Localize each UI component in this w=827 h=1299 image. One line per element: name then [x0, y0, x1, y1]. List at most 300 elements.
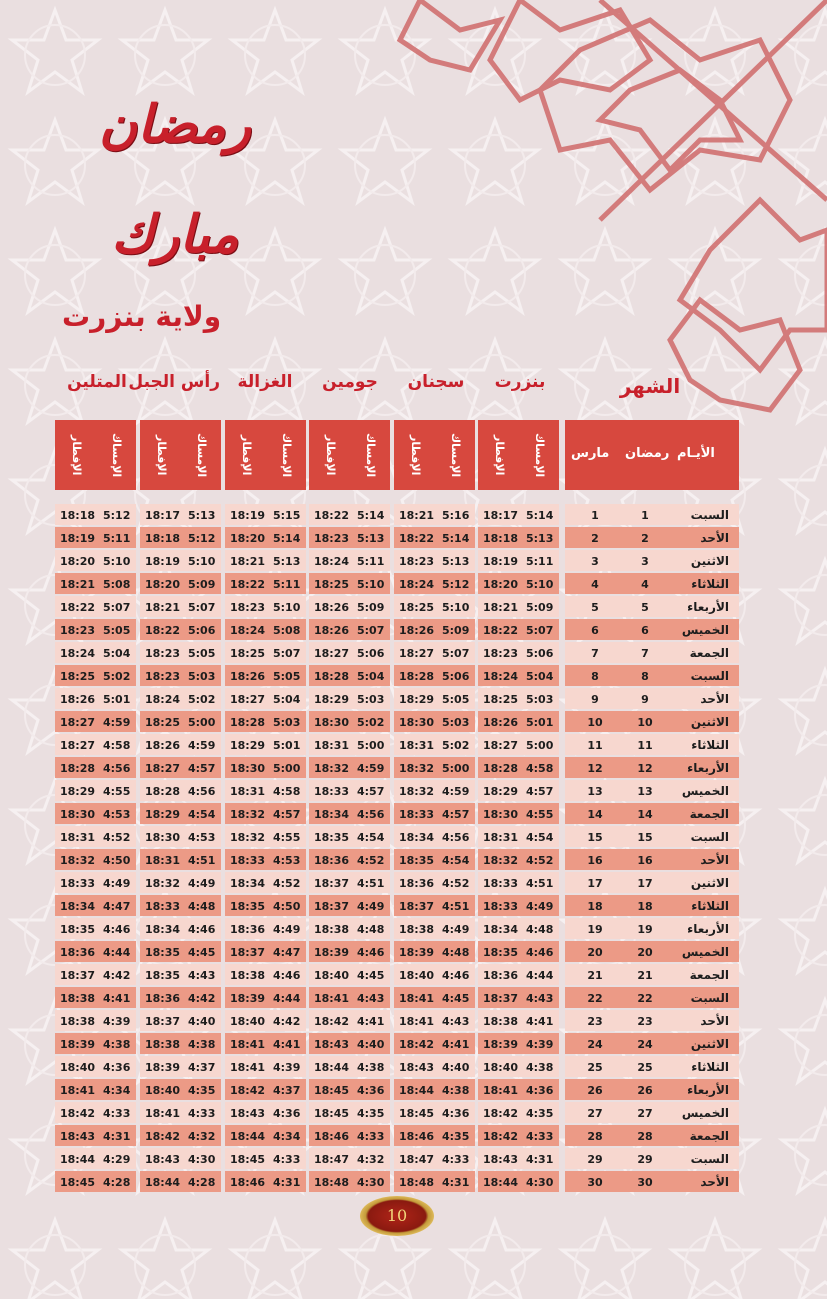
march-day: 16	[587, 854, 603, 867]
weekday-name: الخميس	[681, 1106, 729, 1120]
imsak-time: 5:00	[273, 762, 301, 775]
iftar-time: 18:31	[314, 739, 350, 752]
march-day: 25	[587, 1061, 603, 1074]
imsak-time: 4:38	[442, 1084, 470, 1097]
iftar-time: 18:41	[60, 1084, 96, 1097]
march-day: 29	[587, 1153, 603, 1166]
iftar-time: 18:22	[230, 578, 266, 591]
iftar-time: 18:42	[314, 1015, 350, 1028]
march-day: 22	[587, 992, 603, 1005]
iftar-header: الإفطار	[155, 434, 168, 476]
imsak-time: 4:49	[273, 923, 301, 936]
iftar-time: 18:42	[483, 1130, 519, 1143]
iftar-time: 18:39	[230, 992, 266, 1005]
imsak-time: 4:56	[442, 831, 470, 844]
imsak-time: 4:34	[273, 1130, 301, 1143]
iftar-time: 18:21	[483, 601, 519, 614]
ramadan-day: 2	[641, 532, 649, 545]
iftar-header: الإفطار	[324, 434, 337, 476]
imsak-time: 4:45	[442, 992, 470, 1005]
iftar-time: 18:39	[60, 1038, 96, 1051]
iftar-time: 18:44	[314, 1061, 350, 1074]
march-day: 18	[587, 900, 603, 913]
imsak-time: 5:07	[526, 624, 554, 637]
iftar-time: 18:32	[230, 808, 266, 821]
iftar-time: 18:38	[314, 923, 350, 936]
iftar-time: 18:30	[483, 808, 519, 821]
iftar-time: 18:29	[145, 808, 181, 821]
iftar-time: 18:34	[145, 923, 181, 936]
imsak-time: 4:37	[188, 1061, 216, 1074]
iftar-time: 18:19	[60, 532, 96, 545]
imsak-time: 4:38	[188, 1038, 216, 1051]
iftar-time: 18:32	[399, 785, 435, 798]
iftar-time: 18:23	[314, 532, 350, 545]
iftar-time: 18:30	[399, 716, 435, 729]
imsak-time: 4:43	[442, 1015, 470, 1028]
imsak-time: 4:50	[103, 854, 131, 867]
imsak-header: الإمساك	[195, 432, 208, 478]
imsak-time: 5:00	[442, 762, 470, 775]
iftar-time: 18:29	[483, 785, 519, 798]
iftar-time: 18:27	[314, 647, 350, 660]
imsak-time: 5:07	[442, 647, 470, 660]
iftar-time: 18:41	[230, 1061, 266, 1074]
iftar-time: 18:48	[314, 1176, 350, 1189]
iftar-time: 18:34	[60, 900, 96, 913]
weekday-name: الأحد	[700, 1175, 729, 1189]
iftar-time: 18:24	[145, 693, 181, 706]
iftar-time: 18:24	[60, 647, 96, 660]
city-header-mateur: المتلين	[67, 372, 127, 392]
iftar-header: الإفطار	[409, 434, 422, 476]
weekday-name: الاثنين	[690, 554, 729, 568]
march-day: 5	[591, 601, 599, 614]
imsak-time: 4:51	[442, 900, 470, 913]
iftar-time: 18:43	[145, 1153, 181, 1166]
imsak-time: 4:51	[526, 877, 554, 890]
imsak-time: 5:08	[103, 578, 131, 591]
iftar-time: 18:39	[145, 1061, 181, 1074]
iftar-time: 18:23	[60, 624, 96, 637]
imsak-time: 4:28	[103, 1176, 131, 1189]
ramadan-mubarak-logo: رمضان مبارك	[98, 94, 252, 265]
imsak-time: 5:00	[526, 739, 554, 752]
table-row	[55, 1010, 739, 1033]
weekday-name: الأربعاء	[687, 600, 729, 614]
iftar-time: 18:45	[230, 1153, 266, 1166]
ramadan-day: 26	[637, 1084, 653, 1097]
imsak-time: 4:41	[442, 1038, 470, 1051]
imsak-time: 4:36	[442, 1107, 470, 1120]
iftar-time: 18:36	[230, 923, 266, 936]
imsak-time: 5:01	[526, 716, 554, 729]
imsak-time: 5:11	[273, 578, 301, 591]
iftar-time: 18:35	[60, 923, 96, 936]
month-label: الشهر	[619, 374, 681, 398]
imsak-time: 5:03	[188, 670, 216, 683]
ramadan-day: 24	[637, 1038, 653, 1051]
city-header-ghezala: الغزالة	[237, 372, 293, 392]
table-row	[55, 1079, 739, 1102]
imsak-time: 4:40	[188, 1015, 216, 1028]
ramadan-day: 19	[637, 923, 653, 936]
table-row	[55, 1102, 739, 1125]
iftar-time: 18:26	[314, 601, 350, 614]
march-day: 27	[587, 1107, 603, 1120]
city-column-header	[140, 420, 221, 490]
iftar-time: 18:26	[60, 693, 96, 706]
page-title: ولاية بنزرت	[62, 300, 222, 333]
iftar-time: 18:18	[145, 532, 181, 545]
iftar-time: 18:32	[314, 762, 350, 775]
weekday-name: الخميس	[681, 945, 729, 959]
table-row	[55, 826, 739, 849]
imsak-time: 4:43	[188, 969, 216, 982]
iftar-time: 18:40	[314, 969, 350, 982]
iftar-time: 18:36	[483, 969, 519, 982]
iftar-time: 18:45	[60, 1176, 96, 1189]
city-column-header	[55, 420, 136, 490]
imsak-time: 4:48	[526, 923, 554, 936]
imsak-time: 4:33	[103, 1107, 131, 1120]
iftar-time: 18:29	[314, 693, 350, 706]
iftar-time: 18:36	[314, 854, 350, 867]
march-header-label: مارس	[571, 446, 610, 461]
imsak-time: 4:44	[526, 969, 554, 982]
table-row	[55, 688, 739, 711]
iftar-time: 18:38	[230, 969, 266, 982]
iftar-time: 18:27	[399, 647, 435, 660]
imsak-time: 5:05	[273, 670, 301, 683]
page-number-badge	[360, 1196, 434, 1236]
iftar-time: 18:35	[399, 854, 435, 867]
ramadan-day: 21	[637, 969, 653, 982]
iftar-time: 18:27	[60, 716, 96, 729]
weekday-name: الأحد	[700, 853, 729, 867]
iftar-time: 18:37	[314, 877, 350, 890]
ramadan-day: 4	[641, 578, 649, 591]
iftar-time: 18:22	[145, 624, 181, 637]
iftar-time: 18:23	[145, 647, 181, 660]
table-row	[55, 895, 739, 918]
march-day: 21	[587, 969, 603, 982]
weekday-name: الخميس	[681, 784, 729, 798]
iftar-time: 18:43	[483, 1153, 519, 1166]
iftar-time: 18:46	[230, 1176, 266, 1189]
iftar-time: 18:34	[399, 831, 435, 844]
march-day: 3	[591, 555, 599, 568]
table-row	[55, 872, 739, 895]
weekday-name: الاثنين	[690, 876, 729, 890]
weekday-name: الجمعة	[689, 807, 729, 821]
iftar-time: 18:31	[60, 831, 96, 844]
imsak-time: 4:28	[188, 1176, 216, 1189]
march-day: 28	[587, 1130, 603, 1143]
imsak-time: 4:40	[357, 1038, 385, 1051]
iftar-time: 18:20	[483, 578, 519, 591]
iftar-time: 18:39	[399, 946, 435, 959]
iftar-time: 18:23	[483, 647, 519, 660]
iftar-time: 18:30	[230, 762, 266, 775]
iftar-time: 18:31	[145, 854, 181, 867]
imsak-time: 5:03	[357, 693, 385, 706]
imsak-time: 4:37	[273, 1084, 301, 1097]
weekday-name: السبت	[690, 830, 729, 844]
iftar-time: 18:33	[399, 808, 435, 821]
table-row	[55, 987, 739, 1010]
imsak-time: 5:12	[442, 578, 470, 591]
imsak-time: 4:38	[103, 1038, 131, 1051]
imsak-time: 4:36	[526, 1084, 554, 1097]
march-day: 12	[587, 762, 603, 775]
iftar-time: 18:32	[60, 854, 96, 867]
imsak-time: 4:33	[442, 1153, 470, 1166]
iftar-time: 18:34	[230, 877, 266, 890]
imsak-time: 4:59	[442, 785, 470, 798]
table-row	[55, 941, 739, 964]
imsak-time: 4:49	[188, 877, 216, 890]
imsak-time: 5:16	[442, 509, 470, 522]
imsak-time: 4:40	[442, 1061, 470, 1074]
iftar-time: 18:30	[145, 831, 181, 844]
imsak-time: 5:12	[188, 532, 216, 545]
imsak-time: 4:55	[273, 831, 301, 844]
iftar-time: 18:40	[60, 1061, 96, 1074]
ramadan-day: 30	[637, 1176, 653, 1189]
imsak-time: 4:47	[273, 946, 301, 959]
iftar-time: 18:33	[314, 785, 350, 798]
table-row	[55, 734, 739, 757]
ramadan-day: 11	[637, 739, 653, 752]
imsak-time: 4:31	[526, 1153, 554, 1166]
table-row	[55, 619, 739, 642]
march-day: 1	[591, 509, 599, 522]
imsak-time: 5:00	[188, 716, 216, 729]
imsak-time: 5:10	[188, 555, 216, 568]
iftar-time: 18:20	[145, 578, 181, 591]
imsak-time: 5:01	[103, 693, 131, 706]
weekday-name: الأربعاء	[687, 922, 729, 936]
imsak-time: 4:49	[526, 900, 554, 913]
ramadan-day: 14	[637, 808, 653, 821]
imsak-time: 5:10	[103, 555, 131, 568]
iftar-time: 18:41	[399, 992, 435, 1005]
imsak-header: الإمساك	[533, 432, 546, 478]
weekday-name: الاثنين	[690, 715, 729, 729]
iftar-time: 18:26	[230, 670, 266, 683]
page-number: 10	[386, 1206, 408, 1225]
table-row	[55, 527, 739, 550]
ramadan-day: 1	[641, 509, 649, 522]
iftar-time: 18:40	[230, 1015, 266, 1028]
imsak-time: 4:51	[357, 877, 385, 890]
imsak-time: 4:46	[526, 946, 554, 959]
imsak-time: 4:29	[103, 1153, 131, 1166]
iftar-time: 18:17	[483, 509, 519, 522]
iftar-time: 18:26	[145, 739, 181, 752]
imsak-time: 5:05	[103, 624, 131, 637]
imsak-time: 5:14	[442, 532, 470, 545]
weekday-name: الخميس	[681, 623, 729, 637]
days-header	[565, 420, 739, 490]
imsak-time: 5:10	[526, 578, 554, 591]
iftar-time: 18:19	[483, 555, 519, 568]
iftar-time: 18:36	[60, 946, 96, 959]
iftar-time: 18:24	[230, 624, 266, 637]
imsak-time: 4:30	[526, 1176, 554, 1189]
iftar-time: 18:19	[145, 555, 181, 568]
iftar-time: 18:29	[230, 739, 266, 752]
march-day: 19	[587, 923, 603, 936]
iftar-time: 18:25	[145, 716, 181, 729]
imsak-time: 5:14	[357, 509, 385, 522]
imsak-time: 4:35	[188, 1084, 216, 1097]
imsak-time: 4:41	[357, 1015, 385, 1028]
table-row	[55, 573, 739, 596]
ramadan-header-label: رمضان	[625, 446, 670, 461]
imsak-time: 5:04	[357, 670, 385, 683]
imsak-time: 4:35	[357, 1107, 385, 1120]
iftar-time: 18:38	[145, 1038, 181, 1051]
imsak-time: 4:43	[357, 992, 385, 1005]
ramadan-day: 29	[637, 1153, 653, 1166]
imsak-time: 4:46	[357, 946, 385, 959]
iftar-time: 18:21	[399, 509, 435, 522]
march-day: 30	[587, 1176, 603, 1189]
march-day: 6	[591, 624, 599, 637]
imsak-time: 4:49	[103, 877, 131, 890]
imsak-time: 5:04	[273, 693, 301, 706]
iftar-time: 18:31	[483, 831, 519, 844]
imsak-time: 5:13	[273, 555, 301, 568]
city-column-header	[309, 420, 390, 490]
ramadan-day: 3	[641, 555, 649, 568]
iftar-time: 18:21	[60, 578, 96, 591]
iftar-time: 18:31	[399, 739, 435, 752]
city-column-header	[478, 420, 559, 490]
iftar-time: 18:24	[314, 555, 350, 568]
imsak-time: 4:56	[357, 808, 385, 821]
iftar-time: 18:33	[60, 877, 96, 890]
imsak-time: 5:02	[442, 739, 470, 752]
imsak-time: 5:05	[442, 693, 470, 706]
table-row	[55, 711, 739, 734]
iftar-time: 18:41	[483, 1084, 519, 1097]
imsak-time: 5:13	[526, 532, 554, 545]
imsak-time: 5:13	[188, 509, 216, 522]
iftar-time: 18:21	[145, 601, 181, 614]
iftar-time: 18:37	[314, 900, 350, 913]
iftar-time: 18:40	[399, 969, 435, 982]
imsak-time: 5:03	[442, 716, 470, 729]
iftar-time: 18:27	[60, 739, 96, 752]
ramadan-day: 12	[637, 762, 653, 775]
ramadan-day: 27	[637, 1107, 653, 1120]
iftar-time: 18:47	[399, 1153, 435, 1166]
march-day: 17	[587, 877, 603, 890]
ramadan-day: 25	[637, 1061, 653, 1074]
imsak-time: 4:58	[103, 739, 131, 752]
imsak-time: 5:11	[526, 555, 554, 568]
iftar-time: 18:24	[399, 578, 435, 591]
table-row	[55, 1125, 739, 1148]
imsak-time: 5:02	[188, 693, 216, 706]
imsak-time: 4:53	[188, 831, 216, 844]
imsak-time: 4:41	[526, 1015, 554, 1028]
iftar-time: 18:45	[314, 1107, 350, 1120]
imsak-time: 4:42	[103, 969, 131, 982]
imsak-time: 4:52	[273, 877, 301, 890]
iftar-time: 18:30	[314, 716, 350, 729]
imsak-time: 5:07	[188, 601, 216, 614]
iftar-time: 18:47	[314, 1153, 350, 1166]
iftar-time: 18:42	[145, 1130, 181, 1143]
iftar-time: 18:32	[483, 854, 519, 867]
weekday-name: الأحد	[700, 531, 729, 545]
weekday-name: الاثنين	[690, 1037, 729, 1051]
imsak-time: 5:09	[442, 624, 470, 637]
iftar-time: 18:44	[60, 1153, 96, 1166]
table-row	[55, 550, 739, 573]
imsak-time: 4:36	[273, 1107, 301, 1120]
imsak-time: 4:31	[103, 1130, 131, 1143]
imsak-time: 5:10	[357, 578, 385, 591]
imsak-time: 5:14	[273, 532, 301, 545]
imsak-header: الإمساك	[280, 432, 293, 478]
iftar-time: 18:41	[230, 1038, 266, 1051]
iftar-time: 18:34	[483, 923, 519, 936]
iftar-time: 18:29	[60, 785, 96, 798]
imsak-time: 4:54	[357, 831, 385, 844]
imsak-time: 5:04	[103, 647, 131, 660]
imsak-time: 5:10	[442, 601, 470, 614]
march-day: 23	[587, 1015, 603, 1028]
iftar-time: 18:34	[314, 808, 350, 821]
imsak-time: 4:46	[188, 923, 216, 936]
imsak-time: 4:42	[188, 992, 216, 1005]
iftar-time: 18:25	[230, 647, 266, 660]
iftar-time: 18:35	[230, 900, 266, 913]
imsak-time: 5:01	[273, 739, 301, 752]
imsak-time: 5:06	[526, 647, 554, 660]
iftar-time: 18:22	[60, 601, 96, 614]
iftar-time: 18:46	[399, 1130, 435, 1143]
imsak-time: 5:09	[357, 601, 385, 614]
imsak-time: 4:54	[442, 854, 470, 867]
imsak-time: 4:59	[357, 762, 385, 775]
imsak-time: 5:12	[103, 509, 131, 522]
imsak-time: 4:38	[526, 1061, 554, 1074]
iftar-time: 18:22	[483, 624, 519, 637]
iftar-time: 18:31	[230, 785, 266, 798]
iftar-time: 18:33	[230, 854, 266, 867]
imsak-time: 4:57	[188, 762, 216, 775]
iftar-time: 18:20	[60, 555, 96, 568]
iftar-time: 18:43	[230, 1107, 266, 1120]
imsak-time: 5:07	[357, 624, 385, 637]
city-header-sejnane: سجنان	[407, 372, 465, 392]
iftar-time: 18:37	[483, 992, 519, 1005]
iftar-time: 18:40	[145, 1084, 181, 1097]
imsak-time: 4:54	[188, 808, 216, 821]
imsak-time: 4:35	[526, 1107, 554, 1120]
table-row	[55, 757, 739, 780]
iftar-time: 18:20	[230, 532, 266, 545]
iftar-time: 18:25	[314, 578, 350, 591]
imsak-time: 4:45	[357, 969, 385, 982]
iftar-time: 18:28	[314, 670, 350, 683]
